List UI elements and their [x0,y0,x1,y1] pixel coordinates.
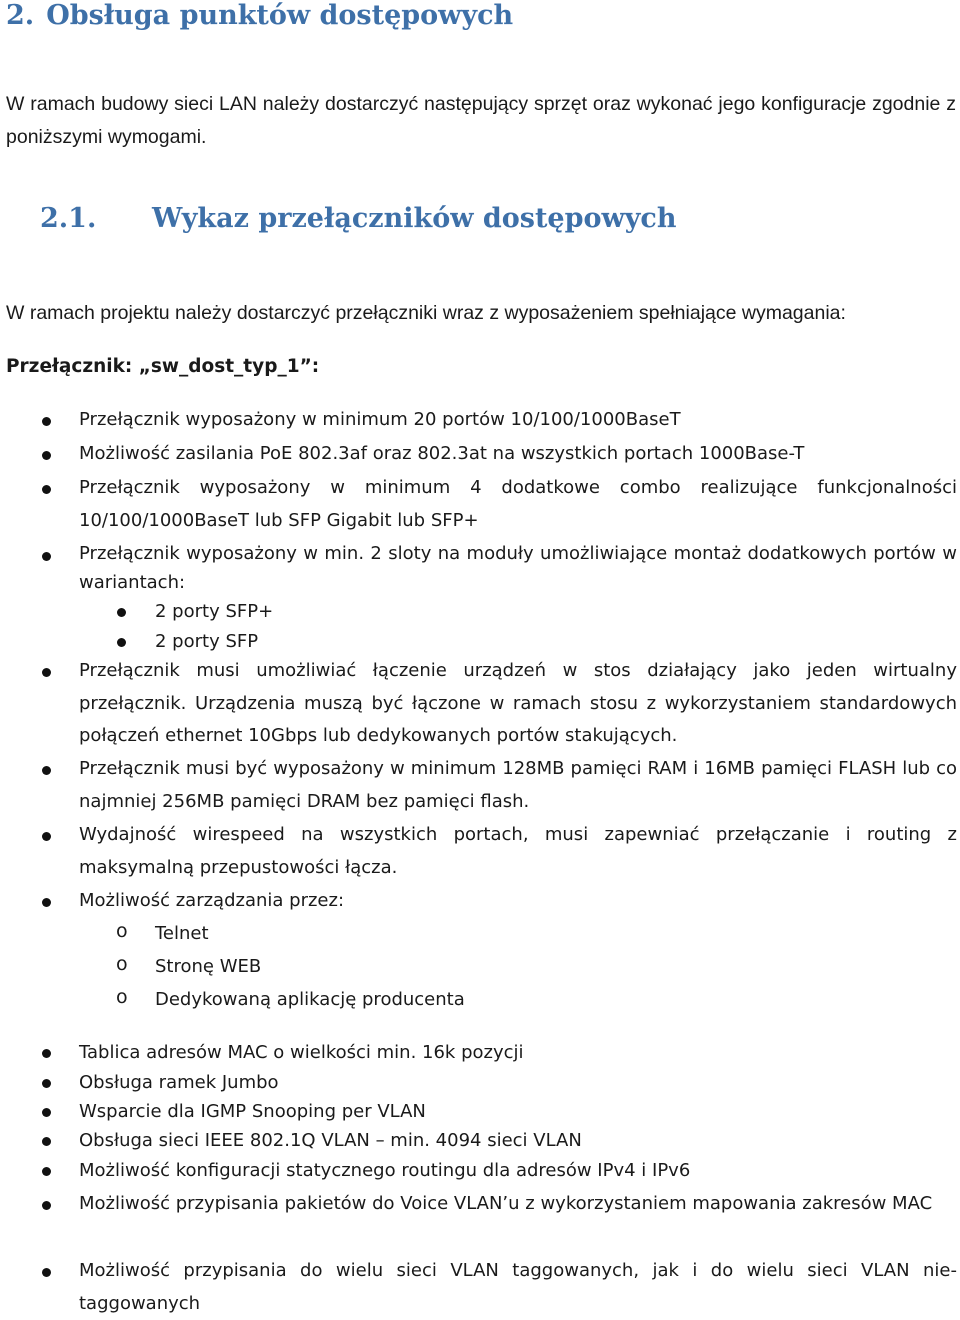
section-number: 2. [6,0,35,31]
management-option-text: Stronę WEB [155,956,262,977]
bullet-icon [42,552,51,561]
bullet-icon [42,1201,51,1210]
bullet-icon [42,1268,51,1277]
sub-bullet-marker: o [116,953,128,975]
bullet-icon [42,766,51,775]
sub-bullet-marker: o [116,986,128,1008]
bullet-icon [42,898,51,907]
bullet-icon [42,1167,51,1176]
sub-bullet-marker: o [116,920,128,942]
section-heading [6,0,513,31]
requirement-text: Możliwość konfiguracji statycznego routingu dla adresów IPv4 i IPv6 [79,1160,691,1181]
subsection-lead: W ramach projektu należy dostarczyć przełączniki wraz z wyposażeniem spełniające wymagania: [6,302,846,324]
section-title: Obsługa punktów dostępowych [46,0,514,31]
management-option-text: Dedykowaną aplikację producenta [155,989,465,1010]
bullet-icon [42,451,51,460]
bullet-icon [42,1079,51,1088]
section-intro: W ramach budowy sieci LAN należy dostarczyć następujący sprzęt oraz wykonać jego konfiguracje zgodnie z poniższymi wymogami. [6,93,956,148]
requirement-text: Możliwość zasilania PoE 802.3af oraz 802.3at na wszystkich portach 1000Base-T [79,443,805,464]
bullet-icon [42,1049,51,1058]
management-option-text: Telnet [155,923,209,944]
bullet-icon [42,668,51,677]
bullet-icon [42,832,51,841]
requirement-text: Przełącznik musi umożliwiać łączenie urządzeń w stos działający jako jeden wirtualny przełącznik. Urządzenia muszą być łączone w ramach stosu z wykorzystaniem standardowych połączeń ethernet 10Gbps lub dedykowanych portów stakujących. [79,660,957,746]
requirement-text: Możliwość przypisania pakietów do Voice VLAN’u z wykorzystaniem mapowania zakresów MAC [79,1193,933,1214]
requirement-text: Obsługa sieci IEEE 802.1Q VLAN – min. 4094 sieci VLAN [79,1130,582,1151]
requirement-text: Przełącznik wyposażony w min. 2 sloty na moduły umożliwiające montaż dodatkowych portów w wariantach: [79,543,957,593]
requirement-text: Przełącznik wyposażony w minimum 4 dodatkowe combo realizujące funkcjonalności 10/100/1000BaseT lub SFP Gigabit lub SFP+ [79,477,957,531]
bullet-icon [42,1137,51,1146]
requirement-text: Przełącznik wyposażony w minimum 20 portów 10/100/1000BaseT [79,409,681,430]
bullet-icon [42,485,51,494]
requirement-text: Przełącznik musi być wyposażony w minimum 128MB pamięci RAM i 16MB pamięci FLASH lub co najmniej 256MB pamięci DRAM bez pamięci flash. [79,758,957,812]
bullet-icon [117,608,126,617]
bullet-icon [117,638,126,647]
requirement-text: Możliwość przypisania do wielu sieci VLAN taggowanych, jak i do wielu sieci VLAN nie-taggowanych [79,1260,957,1314]
subsection-heading [40,203,677,234]
requirement-text: Możliwość zarządzania przez: [79,890,345,911]
slot-variant-text: 2 porty SFP [155,631,259,652]
requirement-text: Tablica adresów MAC o wielkości min. 16k pozycji [79,1042,524,1063]
requirement-text: Wydajność wirespeed na wszystkich portach, musi zapewniać przełączanie i routing z maksymalną przepustowości łącza. [79,824,957,878]
requirement-text: Obsługa ramek Jumbo [79,1072,279,1093]
slot-variant-text: 2 porty SFP+ [155,601,274,622]
bullet-icon [42,417,51,426]
bullet-icon [42,1108,51,1117]
subsection-title: Wykaz przełączników dostępowych [152,203,677,234]
subsection-number: 2.1. [40,203,97,234]
switch-label: Przełącznik: „sw_dost_typ_1”: [6,356,320,377]
requirement-text: Wsparcie dla IGMP Snooping per VLAN [79,1101,426,1122]
